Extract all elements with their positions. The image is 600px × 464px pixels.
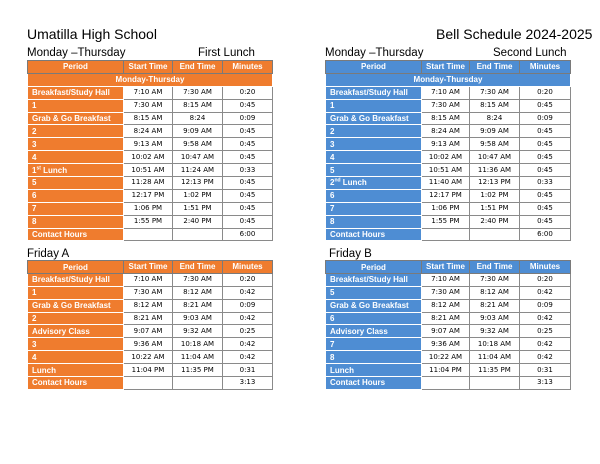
table-row: [28, 273, 273, 286]
minutes-cell: 0:45: [520, 151, 571, 164]
second-lunch-day-label: Monday –Thursday: [325, 47, 424, 59]
end-cell: 7:30 AM: [470, 86, 520, 99]
period-name: Breakfast/Study Hall: [326, 273, 422, 286]
end-cell: 11:35 PM: [173, 364, 223, 377]
start-cell: 11:40 AM: [422, 177, 470, 190]
table-row: [28, 164, 273, 177]
start-cell: [422, 377, 470, 390]
period-name: 1: [28, 286, 124, 299]
period-name: 4: [28, 351, 124, 364]
column-header-start: Start Time: [124, 61, 173, 74]
minutes-cell: 0:42: [520, 312, 571, 325]
first-lunch-day-label: Monday –Thursday: [27, 47, 126, 59]
start-cell: 1:06 PM: [124, 202, 173, 215]
minutes-cell: 0:42: [223, 312, 273, 325]
friday-b-table: [325, 260, 571, 390]
first-lunch-label: First Lunch: [198, 47, 255, 59]
minutes-cell: 0:20: [223, 273, 273, 286]
start-cell: 8:12 AM: [124, 299, 173, 312]
column-header-minutes: Minutes: [520, 261, 571, 274]
start-cell: 8:15 AM: [124, 112, 173, 125]
end-cell: 11:35 PM: [470, 364, 520, 377]
table-row: [326, 86, 571, 99]
start-cell: 7:10 AM: [124, 273, 173, 286]
start-cell: 10:51 AM: [124, 164, 173, 177]
minutes-cell: 0:09: [520, 299, 571, 312]
start-cell: 7:30 AM: [124, 286, 173, 299]
table-row: [28, 377, 273, 390]
minutes-cell: 0:45: [223, 215, 273, 228]
start-cell: 11:04 PM: [124, 364, 173, 377]
table-row: [28, 286, 273, 299]
start-cell: [124, 228, 173, 241]
school-name: Umatilla High School: [27, 26, 157, 42]
minutes-cell: 0:45: [223, 189, 273, 202]
minutes-cell: 0:42: [520, 351, 571, 364]
start-cell: 8:24 AM: [422, 125, 470, 138]
table-row: [28, 202, 273, 215]
end-cell: 9:09 AM: [173, 125, 223, 138]
end-cell: 11:24 AM: [173, 164, 223, 177]
period-name: 2nd Lunch: [326, 177, 422, 190]
table-row: [326, 151, 571, 164]
end-cell: 8:12 AM: [470, 286, 520, 299]
minutes-cell: 0:42: [223, 338, 273, 351]
period-name: Contact Hours: [28, 377, 124, 390]
table-row: [326, 325, 571, 338]
column-header-end: End Time: [470, 61, 520, 74]
table-row: [326, 351, 571, 364]
minutes-cell: 0:45: [223, 177, 273, 190]
table-row: [28, 138, 273, 151]
period-name: Lunch: [28, 364, 124, 377]
start-cell: 10:02 AM: [124, 151, 173, 164]
minutes-cell: 0:45: [223, 202, 273, 215]
column-header-start: Start Time: [422, 261, 470, 274]
column-header-minutes: Minutes: [520, 61, 571, 74]
table-row: [326, 228, 571, 241]
end-cell: 9:58 AM: [470, 138, 520, 151]
table-row: [326, 364, 571, 377]
period-name: Contact Hours: [326, 228, 422, 241]
minutes-cell: 0:45: [520, 215, 571, 228]
start-cell: 9:07 AM: [124, 325, 173, 338]
period-name: 1: [326, 99, 422, 112]
table-row: [28, 151, 273, 164]
period-name: Grab & Go Breakfast: [28, 299, 124, 312]
end-cell: 9:03 AM: [470, 312, 520, 325]
table-row: [326, 138, 571, 151]
minutes-cell: 0:45: [520, 164, 571, 177]
start-cell: 10:02 AM: [422, 151, 470, 164]
period-name: 5: [28, 177, 124, 190]
minutes-cell: 0:33: [520, 177, 571, 190]
start-cell: 12:17 PM: [422, 189, 470, 202]
end-cell: 11:04 AM: [173, 351, 223, 364]
period-name: 7: [326, 338, 422, 351]
period-name: 7: [326, 202, 422, 215]
end-cell: 12:13 PM: [173, 177, 223, 190]
start-cell: 9:36 AM: [422, 338, 470, 351]
period-name: 7: [28, 202, 124, 215]
end-cell: 10:18 AM: [173, 338, 223, 351]
table-row: [28, 215, 273, 228]
minutes-cell: 0:45: [223, 99, 273, 112]
minutes-cell: 0:45: [223, 138, 273, 151]
end-cell: 9:09 AM: [470, 125, 520, 138]
minutes-cell: 0:09: [223, 112, 273, 125]
start-cell: 1:55 PM: [422, 215, 470, 228]
start-cell: 9:13 AM: [422, 138, 470, 151]
period-name: 3: [326, 138, 422, 151]
end-cell: 9:32 AM: [173, 325, 223, 338]
end-cell: [470, 377, 520, 390]
start-cell: 7:30 AM: [422, 286, 470, 299]
start-cell: 12:17 PM: [124, 189, 173, 202]
second-lunch-table: [325, 60, 571, 241]
column-header-period: Period: [28, 261, 124, 274]
end-cell: 7:30 AM: [173, 273, 223, 286]
start-cell: 10:22 AM: [422, 351, 470, 364]
minutes-cell: 0:09: [520, 112, 571, 125]
table-row: [28, 86, 273, 99]
minutes-cell: 0:45: [520, 99, 571, 112]
table-row: [326, 189, 571, 202]
period-name: Breakfast/Study Hall: [28, 86, 124, 99]
minutes-cell: 3:13: [520, 377, 571, 390]
table-row: [326, 202, 571, 215]
start-cell: 8:21 AM: [124, 312, 173, 325]
table-row: [28, 228, 273, 241]
end-cell: 2:40 PM: [173, 215, 223, 228]
end-cell: 9:03 AM: [173, 312, 223, 325]
table-row: [326, 338, 571, 351]
minutes-cell: 0:45: [223, 151, 273, 164]
minutes-cell: 0:33: [223, 164, 273, 177]
start-cell: [422, 228, 470, 241]
end-cell: 10:18 AM: [470, 338, 520, 351]
start-cell: 8:12 AM: [422, 299, 470, 312]
header-row: [28, 261, 273, 274]
minutes-cell: 0:42: [520, 286, 571, 299]
table-row: [28, 351, 273, 364]
period-name: 8: [28, 215, 124, 228]
minutes-cell: 0:45: [520, 202, 571, 215]
table-row: [28, 338, 273, 351]
header-row: [326, 61, 571, 74]
start-cell: 1:55 PM: [124, 215, 173, 228]
column-header-end: End Time: [470, 261, 520, 274]
end-cell: 8:15 AM: [470, 99, 520, 112]
end-cell: 10:47 AM: [173, 151, 223, 164]
start-cell: 7:10 AM: [422, 273, 470, 286]
end-cell: 9:32 AM: [470, 325, 520, 338]
end-cell: 7:30 AM: [470, 273, 520, 286]
minutes-cell: 0:31: [520, 364, 571, 377]
minutes-cell: 0:31: [223, 364, 273, 377]
period-name: 6: [326, 312, 422, 325]
end-cell: 1:02 PM: [173, 189, 223, 202]
table-row: [326, 286, 571, 299]
minutes-cell: 0:45: [520, 125, 571, 138]
table-row: [28, 99, 273, 112]
minutes-cell: 0:25: [520, 325, 571, 338]
table-row: [326, 273, 571, 286]
period-name: 4: [326, 151, 422, 164]
end-cell: 2:40 PM: [470, 215, 520, 228]
table-row: [326, 125, 571, 138]
column-header-minutes: Minutes: [223, 61, 273, 74]
start-cell: 7:30 AM: [124, 99, 173, 112]
minutes-cell: 0:25: [223, 325, 273, 338]
start-cell: 8:21 AM: [422, 312, 470, 325]
table-row: [28, 325, 273, 338]
period-name: 3: [28, 338, 124, 351]
period-name: Grab & Go Breakfast: [326, 299, 422, 312]
start-cell: 7:30 AM: [422, 99, 470, 112]
period-name: Breakfast/Study Hall: [28, 273, 124, 286]
table-row: [326, 112, 571, 125]
header-row: [28, 61, 273, 74]
minutes-cell: 0:09: [223, 299, 273, 312]
minutes-cell: 0:20: [223, 86, 273, 99]
table-row: [28, 112, 273, 125]
start-cell: 7:10 AM: [124, 86, 173, 99]
minutes-cell: 0:42: [223, 286, 273, 299]
end-cell: 9:58 AM: [173, 138, 223, 151]
period-name: 6: [326, 189, 422, 202]
minutes-cell: 0:42: [223, 351, 273, 364]
subheader-days: Monday-Thursday: [28, 73, 273, 86]
friday-a-label: Friday A: [27, 248, 70, 260]
table-row: [326, 377, 571, 390]
subheader-days: Monday-Thursday: [326, 73, 571, 86]
end-cell: 12:13 PM: [470, 177, 520, 190]
start-cell: 9:07 AM: [422, 325, 470, 338]
period-name: Contact Hours: [28, 228, 124, 241]
period-name: 8: [326, 215, 422, 228]
column-header-period: Period: [28, 61, 124, 74]
period-name: Grab & Go Breakfast: [28, 112, 124, 125]
column-header-period: Period: [326, 261, 422, 274]
end-cell: [470, 228, 520, 241]
period-name: Grab & Go Breakfast: [326, 112, 422, 125]
minutes-cell: 3:13: [223, 377, 273, 390]
period-name: 8: [326, 351, 422, 364]
end-cell: 7:30 AM: [173, 86, 223, 99]
friday-b-label: Friday B: [329, 248, 372, 260]
end-cell: 1:02 PM: [470, 189, 520, 202]
end-cell: 8:21 AM: [173, 299, 223, 312]
table-row: [28, 299, 273, 312]
table-row: [28, 125, 273, 138]
period-name: 2: [326, 125, 422, 138]
table-row: [326, 164, 571, 177]
end-cell: [173, 377, 223, 390]
table-row: [326, 99, 571, 112]
friday-a-table: [27, 260, 273, 390]
start-cell: 10:22 AM: [124, 351, 173, 364]
minutes-cell: 0:45: [520, 138, 571, 151]
minutes-cell: 6:00: [520, 228, 571, 241]
start-cell: 10:51 AM: [422, 164, 470, 177]
end-cell: 11:04 AM: [470, 351, 520, 364]
period-name: 1st Lunch: [28, 164, 124, 177]
period-name: 1: [28, 99, 124, 112]
period-name: Lunch: [326, 364, 422, 377]
end-cell: 8:21 AM: [470, 299, 520, 312]
period-name: Contact Hours: [326, 377, 422, 390]
minutes-cell: 6:00: [223, 228, 273, 241]
minutes-cell: 0:45: [520, 189, 571, 202]
period-name: Advisory Class: [326, 325, 422, 338]
table-row: [28, 312, 273, 325]
column-header-end: End Time: [173, 261, 223, 274]
end-cell: 1:51 PM: [470, 202, 520, 215]
start-cell: 9:36 AM: [124, 338, 173, 351]
period-name: 2: [28, 125, 124, 138]
start-cell: 8:15 AM: [422, 112, 470, 125]
table-row: [28, 364, 273, 377]
end-cell: [173, 228, 223, 241]
header-row: [326, 261, 571, 274]
end-cell: 11:36 AM: [470, 164, 520, 177]
period-name: Advisory Class: [28, 325, 124, 338]
start-cell: 1:06 PM: [422, 202, 470, 215]
column-header-period: Period: [326, 61, 422, 74]
column-header-minutes: Minutes: [223, 261, 273, 274]
table-row: [28, 189, 273, 202]
start-cell: [124, 377, 173, 390]
schedule-title: Bell Schedule 2024-2025: [436, 26, 593, 42]
period-name: 4: [28, 151, 124, 164]
end-cell: 8:15 AM: [173, 99, 223, 112]
minutes-cell: 0:20: [520, 273, 571, 286]
period-name: 5: [326, 164, 422, 177]
period-name: 5: [326, 286, 422, 299]
first-lunch-table: [27, 60, 273, 241]
table-row: [326, 312, 571, 325]
table-row: [326, 215, 571, 228]
period-name: 3: [28, 138, 124, 151]
minutes-cell: 0:45: [223, 125, 273, 138]
period-name: 6: [28, 189, 124, 202]
column-header-start: Start Time: [422, 61, 470, 74]
table-row: [326, 299, 571, 312]
end-cell: 8:12 AM: [173, 286, 223, 299]
start-cell: 8:24 AM: [124, 125, 173, 138]
table-row: [28, 177, 273, 190]
column-header-start: Start Time: [124, 261, 173, 274]
table-row: [326, 177, 571, 190]
period-name: Breakfast/Study Hall: [326, 86, 422, 99]
end-cell: 8:24: [470, 112, 520, 125]
start-cell: 11:04 PM: [422, 364, 470, 377]
minutes-cell: 0:42: [520, 338, 571, 351]
end-cell: 8:24: [173, 112, 223, 125]
start-cell: 7:10 AM: [422, 86, 470, 99]
second-lunch-label: Second Lunch: [493, 47, 567, 59]
end-cell: 10:47 AM: [470, 151, 520, 164]
start-cell: 9:13 AM: [124, 138, 173, 151]
column-header-end: End Time: [173, 61, 223, 74]
start-cell: 11:28 AM: [124, 177, 173, 190]
minutes-cell: 0:20: [520, 86, 571, 99]
period-name: 2: [28, 312, 124, 325]
end-cell: 1:51 PM: [173, 202, 223, 215]
